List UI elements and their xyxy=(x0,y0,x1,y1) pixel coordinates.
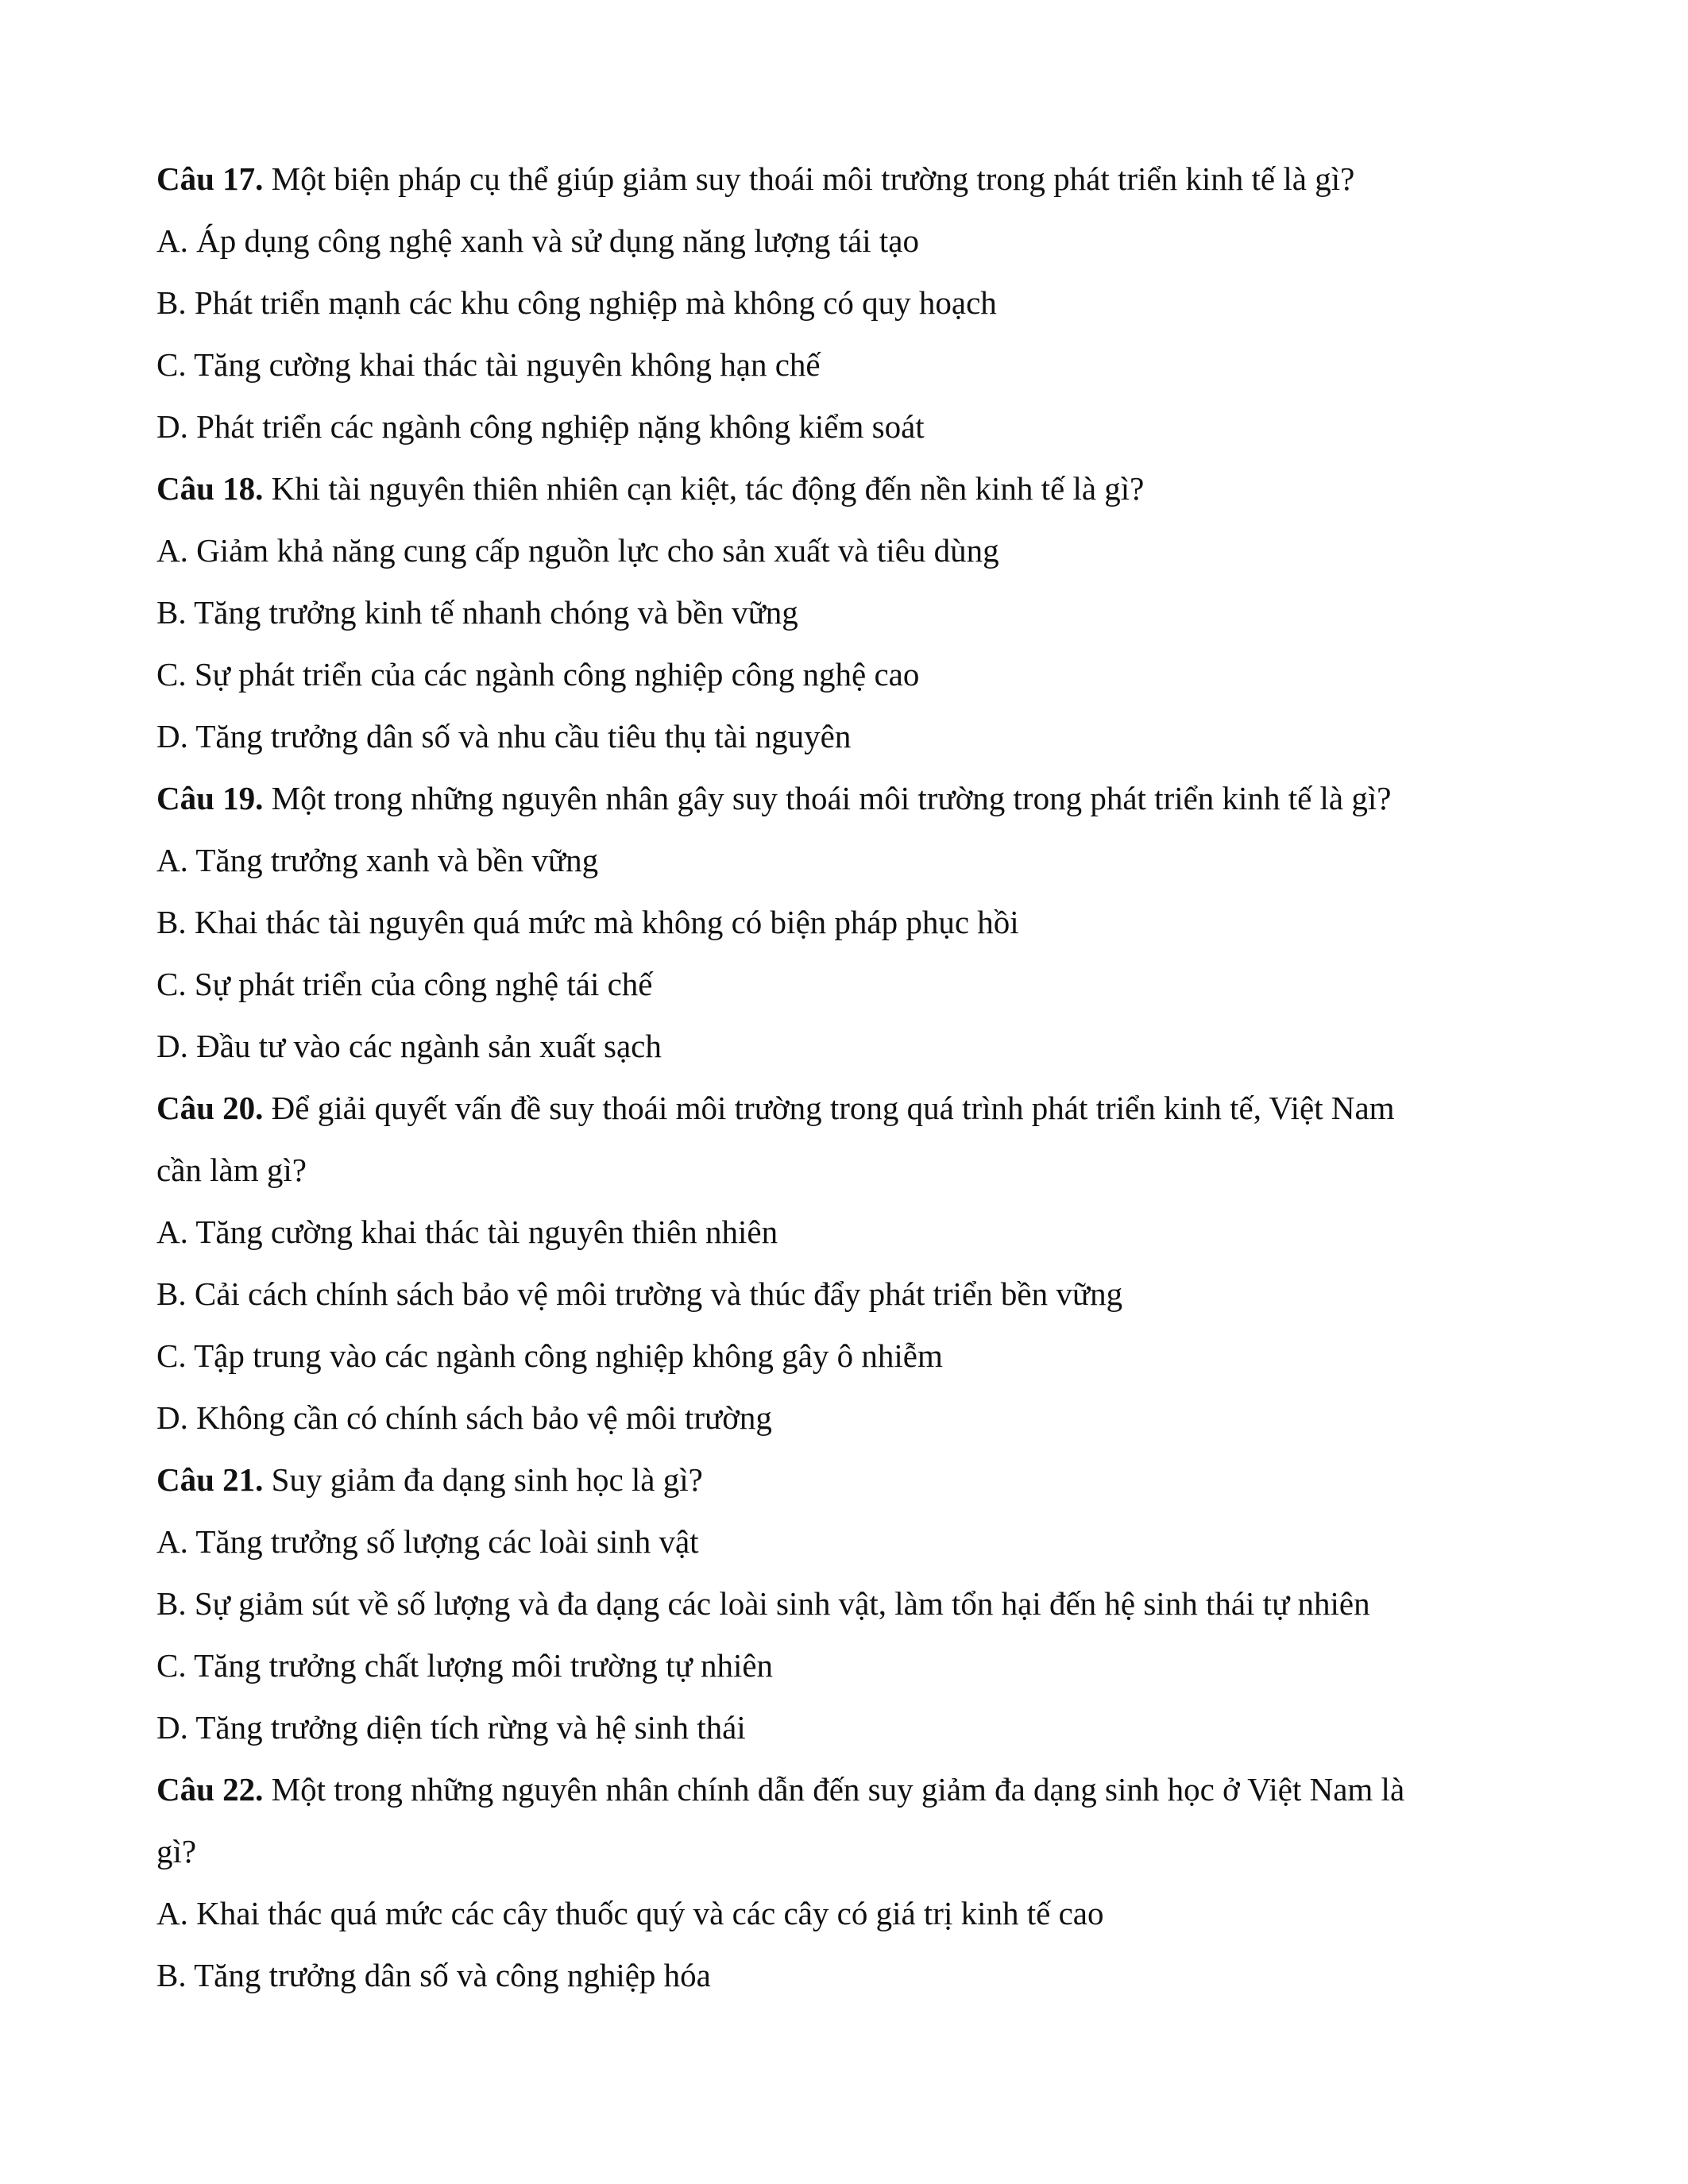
question-22 xyxy=(156,1758,1539,1820)
option-d: D. Phát triển các ngành công nghiệp nặng không kiểm soát xyxy=(156,408,925,445)
question-text: Để giải quyết vấn đề suy thoái môi trường trong quá trình phát triển kinh tế, Việt Nam xyxy=(271,1090,1395,1126)
option-d: D. Không cần có chính sách bảo vệ môi trường xyxy=(156,1399,772,1436)
option-b: B. Sự giảm sút về số lượng và đa dạng các loài sinh vật, làm tổn hại đến hệ sinh thái tự nhiên xyxy=(156,1585,1370,1622)
option-a: A. Tăng cường khai thác tài nguyên thiên nhiên xyxy=(156,1214,778,1250)
option-a: A. Áp dụng công nghệ xanh và sử dụng năng lượng tái tạo xyxy=(156,222,919,259)
option-a: A. Giảm khả năng cung cấp nguồn lực cho sản xuất và tiêu dùng xyxy=(156,532,999,569)
option-c: C. Tập trung vào các ngành công nghiệp không gây ô nhiễm xyxy=(156,1337,943,1374)
option-c: C. Tăng trưởng chất lượng môi trường tự nhiên xyxy=(156,1647,774,1684)
option-b: B. Khai thác tài nguyên quá mức mà không có biện pháp phục hồi xyxy=(156,904,1019,940)
question-text-continued: cần làm gì? xyxy=(156,1152,307,1188)
document-page xyxy=(156,148,1539,2006)
option-c: C. Tăng cường khai thác tài nguyên không hạn chế xyxy=(156,346,821,383)
option-a: A. Tăng trưởng số lượng các loài sinh vật xyxy=(156,1523,699,1560)
question-number: Câu 21. xyxy=(156,1461,264,1498)
question-text: Suy giảm đa dạng sinh học là gì? xyxy=(271,1461,703,1498)
question-text: Một biện pháp cụ thể giúp giảm suy thoái môi trường trong phát triển kinh tế là gì? xyxy=(271,160,1355,197)
question-number: Câu 20. xyxy=(156,1090,264,1126)
question-number: Câu 18. xyxy=(156,470,264,507)
question-number: Câu 22. xyxy=(156,1771,264,1808)
question-text: Một trong những nguyên nhân chính dẫn đến suy giảm đa dạng sinh học ở Việt Nam là xyxy=(271,1771,1405,1808)
question-18 xyxy=(156,457,1539,519)
option-d: D. Tăng trưởng dân số và nhu cầu tiêu thụ tài nguyên xyxy=(156,718,852,754)
option-b: B. Phát triển mạnh các khu công nghiệp mà không có quy hoạch xyxy=(156,284,997,321)
option-b: B. Cải cách chính sách bảo vệ môi trường và thúc đẩy phát triển bền vững xyxy=(156,1275,1123,1312)
question-text: Khi tài nguyên thiên nhiên cạn kiệt, tác động đến nền kinh tế là gì? xyxy=(271,470,1145,507)
question-number: Câu 17. xyxy=(156,160,264,197)
question-17 xyxy=(156,148,1539,210)
question-20 xyxy=(156,1077,1539,1139)
question-21 xyxy=(156,1449,1539,1511)
option-b: B. Tăng trưởng kinh tế nhanh chóng và bền vững xyxy=(156,594,798,631)
option-d: D. Đầu tư vào các ngành sản xuất sạch xyxy=(156,1028,662,1064)
option-b: B. Tăng trưởng dân số và công nghiệp hóa xyxy=(156,1957,711,1993)
option-a: A. Khai thác quá mức các cây thuốc quý và các cây có giá trị kinh tế cao xyxy=(156,1895,1104,1931)
option-d: D. Tăng trưởng diện tích rừng và hệ sinh thái xyxy=(156,1709,746,1746)
option-c: C. Sự phát triển của các ngành công nghiệp công nghệ cao xyxy=(156,656,920,693)
option-a: A. Tăng trưởng xanh và bền vững xyxy=(156,842,599,878)
question-text-continued: gì? xyxy=(156,1833,197,1870)
question-number: Câu 19. xyxy=(156,780,264,816)
question-19 xyxy=(156,767,1539,829)
question-text: Một trong những nguyên nhân gây suy thoái môi trường trong phát triển kinh tế là gì? xyxy=(271,780,1392,816)
option-c: C. Sự phát triển của công nghệ tái chế xyxy=(156,966,653,1002)
